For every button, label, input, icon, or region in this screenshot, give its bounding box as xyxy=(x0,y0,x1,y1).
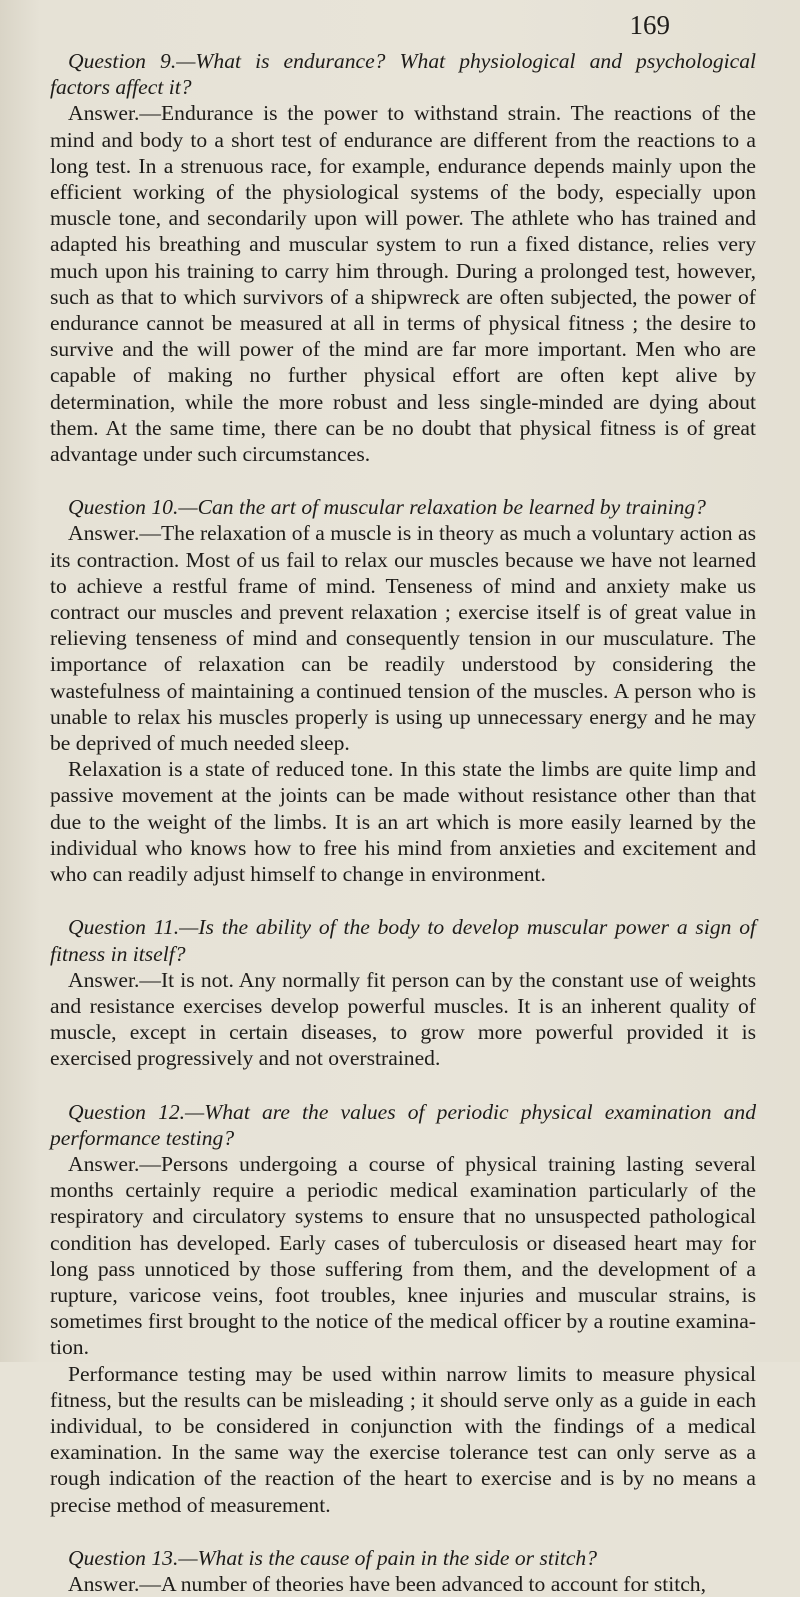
question-heading: Question 9.—What is endurance? What physiological and psychological factors affect it? xyxy=(50,49,756,100)
question-heading: Question 13.—What is the cause of pain in the side or stitch? xyxy=(68,1545,598,1570)
qa-question-10 xyxy=(50,494,756,887)
answer-paragraph: Answer.—Persons undergoing a course of physical training lasting several months certainly require a periodic medical examination particularly of the respiratory and circulatory systems to ensure that no unsuspected pathological condition has developed. Early cases of tuberculosis or diseased heart may for long pass unnoticed by those suffering from them, and the development of a rupture, varicose veins, foot troubles, knee injuries and muscular strains, is sometimes first brought to the notice of the medical officer by a routine examina-tion. xyxy=(50,1151,756,1360)
answer-paragraph: Answer.—The relaxation of a muscle is in theory as much a voluntary action as its contraction. Most of us fail to relax our muscles because we have not learned to achieve a restful frame of mind. Tenseness of mind and anxiety make us contract our muscles and prevent relaxation ; exercise itself is of great value in relieving tenseness of mind and consequently tension in our musculature. The importance of relaxation can be readily understood by considering the wastefulness of maintaining a continued tension of the muscles. A person who is unable to relax his muscles properly is using up unnecessary energy and he may be deprived of much needed sleep. xyxy=(50,521,756,756)
qa-question-13 xyxy=(50,1545,756,1597)
answer-paragraph: Answer.—A number of theories have been advanced to account for stitch, xyxy=(68,1571,707,1596)
page-number: 169 xyxy=(629,10,670,40)
qa-question-12 xyxy=(50,1099,756,1518)
question-heading: Question 11.—Is the ability of the body to develop muscular power a sign of fitness in itself? xyxy=(50,915,756,966)
qa-question-11 xyxy=(50,914,756,1071)
answer-paragraph: Relaxation is a state of reduced tone. In this state the limbs are quite limp and passive movement at the joints can be made without resistance other than that due to the weight of the limbs. It is an art which is more easily learned by the individual who knows how to free his mind from anxieties and excitement and who can readily adjust himself to change in environment. xyxy=(50,757,756,887)
question-heading: Question 12.—What are the values of periodic physical examination and performance testing? xyxy=(50,1099,756,1150)
question-heading: Question 10.—Can the art of muscular relaxation be learned by training? xyxy=(68,495,706,520)
answer-paragraph: Answer.—It is not. Any normally fit person can by the constant use of weights and resistance exercises develop powerful muscles. It is an inherent quality of muscle, except in certain diseases, to grow more powerful provided it is exercised progressively and not overstrained. xyxy=(50,967,756,1071)
qa-question-9 xyxy=(50,48,756,467)
answer-paragraph: Performance testing may be used within narrow limits to measure physical fitness, but the results can be misleading ; it should serve only as a guide in each individual, to be considered in conjunction with the findings of a medical examination. In the same way the exercise tolerance test can only serve as a rough indication of the reaction of the heart to exercise and is by no means a precise method of measurement. xyxy=(50,1361,756,1517)
answer-paragraph: Answer.—Endurance is the power to withstand strain. The reactions of the mind and body to a short test of endurance are different from the reactions to a long test. In a strenuous race, for example, endurance depends mainly upon the efficient working of the physiological systems of the body, especially upon muscle tone, and secondarily upon will power. The athlete who has trained and adapted his breathing and muscular system to run a fixed distance, relies very much upon his training to carry him through. During a prolonged test, however, such as that to which survivors of a shipwreck are often subjected, the power of endurance cannot be measured at all in terms of physical fitness ; the desire to survive and the will power of the mind are far more important. Men who are capable of making no further physical effort are often kept alive by determination, while the more robust and less single-minded are dying about them. At the same time, there can be no doubt that physical fitness is of great advantage under such circumstances. xyxy=(50,101,756,467)
